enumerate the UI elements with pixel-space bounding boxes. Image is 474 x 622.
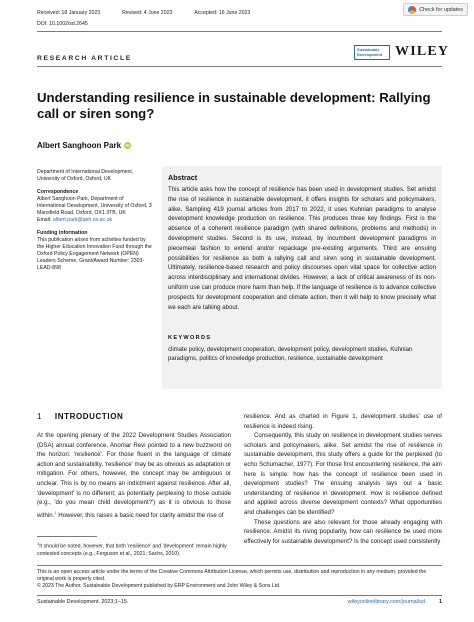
right-column-text [244,412,442,546]
right-paragraph-2: Consequently, this study on resilience in development studies serves scholars and policymakers, alike. Set amidst the rise of resilience in sustainable development, this study offers a guide for the perplexed (to echo Schumacher, 1977). For those first encountering resilience, the aim here is simple: how has the concept of resilience been used in development studies? The ensuing analysis lays out a basic understanding of resilience in development. How is resilience defined and applied across diverse development contexts? What opportunities and challenges can be identified? [244,432,442,516]
abstract-text: This article asks how the concept of resilience has been used in development studies. Set amidst the rise of resilience in sustainable development, it offers insights for scholars and policymakers, alike. Sampling 419 journal articles from 2017 to 2022, it uses Kuhnian paradigms to analyse development knowledge production on resilience. This produces three key findings. First is the absence of a coherent resilience paradigm (with shared definitions, problems and methods) in development studies. Second is its use, instead, by incumbent development paradigms in piecemeal fashion to extend and/or repackage pre-existing arguments. Third are ensuing possibilities for resilience as both a rallying call and siren song in sustainable development. Ultimately, resilience-based research and policy discourses open vital space for collective action across interdisciplinary and international divides. However, a lack of critical awareness of its non-uniform use can produce more harm than help. If the language of resilience is to advance collective prospects for development cooperation and climate action, then it will help to know precisely what we each are talking about. [168,186,436,311]
article-title: Understanding resilience in sustainable development: Rallying call or siren song? [37,90,431,121]
section-title: INTRODUCTION [54,412,124,421]
footnote-divider [37,536,97,537]
intro-paragraph-text: At the opening plenary of the 2022 Development Studies Association (DSA) annual conference, Anomar Revi pointed to a new buzzword on the horizon: 'resilience'. For those fluent in the language of climate action and sustainability, 'resilience' may be as obvious as adaptation or mitigation. For others, however, the concept may be ambiguous or unclear. This is by no means an indictment against resilience. After all, 'development' is no different; as potentially perplexing to those outside (e.g., 'do you mean child development?') as it is obvious to those within. [37,432,231,519]
accepted-date: Accepted: 16 June 2023 [194,10,251,16]
abstract-heading: Abstract [168,173,198,182]
license-line-2: © 2023 The Author. Sustainable Development published by ERP Environment and John Wiley & Sons Ltd. [37,583,281,589]
journal-logo-line1: Sustainable [357,47,380,52]
footnote-text: It should be noted, however, that both 'resilience' and 'development' remain highly contested concepts (e.g., Ferguson et al., 2021; Sachs, 2010). [37,543,227,557]
footer-divider [37,595,442,596]
license-line-1: This is an open access article under the terms of the Creative Commons Attribution License, which permits use, distribution and reproduction in any medium, provided the original work is properly cited. [37,569,427,582]
orcid-icon[interactable]: iD [125,143,130,148]
funding-text: This publication arises from activities funded by the Higher Education Innovation Fund through the Oxford Policy Engagement Network (OPEN) Leaders Scheme, Grant/Award Number: 2303-LEAD-898 [37,237,152,271]
funding-heading: Funding information [37,230,88,236]
received-date: Received: 18 January 2023 [37,10,101,16]
section-label: RESEARCH ARTICLE [37,55,132,62]
citation: Sustainable Development. 2023;1–15. [37,599,129,605]
page-footer [37,599,442,605]
dates-row [37,10,337,16]
journal-url[interactable]: wileyonlinelibrary.com/journal/sd [347,599,425,605]
right-paragraph-1: resilience. And as charted in Figure 1, development studies' use of resilience is indeed rising. [244,413,442,430]
check-for-updates-button[interactable] [403,3,468,16]
header-divider [37,31,442,32]
intro-paragraph-end: However, this raises a basic need for clarity amidst the rise of [56,511,224,519]
footnote [37,540,231,558]
affiliation: Department of International Development, University of Oxford, Oxford, UK [37,169,134,182]
journal-logo [354,45,390,60]
page-number: 1 [439,599,442,605]
author-info-sidebar [37,169,153,278]
license-note [37,569,442,590]
intro-heading [37,412,123,421]
revised-date: Revised: 4 June 2023 [122,10,173,16]
correspondence-heading: Correspondence [37,189,79,195]
keywords-text: climate policy, development cooperation, development policy, development studies, Kuhnian paradigms, politics of knowledge production, resilience, sustainable development [168,347,413,363]
author-name: Albert Sanghoon Park [37,141,122,150]
keywords-heading: KEYWORDS [168,335,212,341]
title-divider [37,66,442,67]
footnote-marker[interactable]: 1 [54,509,57,515]
footnote-number: 1 [37,541,40,546]
right-paragraph-3: These questions are also relevant for those already engaging with resilience. Amidst its rising popularity, how can resilience be used more effectively for sustainable development? Is the concept used consistently [244,518,442,545]
crossmark-icon [408,6,416,14]
section-number: 1 [37,412,43,421]
email-label: Email: [37,217,52,223]
journal-logo-line2: Development [357,52,383,57]
intro-paragraph [37,431,231,520]
check-for-updates-label: Check for updates [419,6,463,13]
doi[interactable]: DOI: 10.1002/sd.2645 [37,21,88,27]
author-line [37,141,131,150]
publisher-logo: WILEY [395,44,450,59]
email-link[interactable]: albert.park@qeh.ox.ac.uk [52,217,113,223]
license-divider [37,565,442,566]
correspondence-address: Albert Sanghoon Park, Department of International Development, University of Oxford, 3 Mansfield Road, Oxford, OX1 3TB, UK [37,196,152,216]
